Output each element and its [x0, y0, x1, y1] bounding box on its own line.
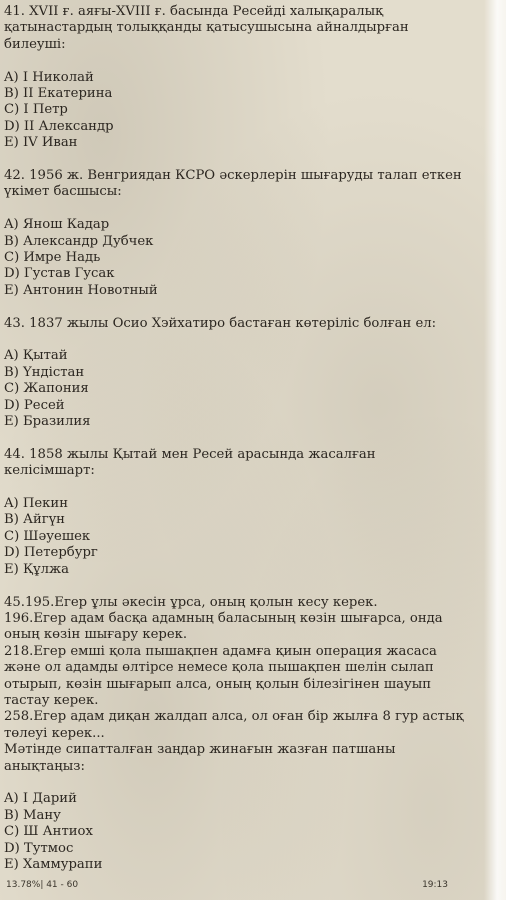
question-stem-line: және ол адамды өлтірсе немесе қола пышақпен шелін сылап	[4, 660, 434, 676]
reading-progress: 13.78%| 41 - 60	[6, 880, 79, 890]
question-stem-line: 258.Егер адам диқан жалдап алса, ол оған бір жылға 8 гур астық	[4, 709, 464, 725]
answer-option-c: C) I Петр	[4, 102, 68, 118]
answer-option-e: E) Құлжа	[4, 561, 69, 577]
answer-option-e: E) Антонин Новотный	[4, 282, 158, 298]
answer-option-a: A) I Николай	[4, 69, 94, 85]
question-stem-line: тастау керек.	[4, 692, 99, 708]
reader-footer	[6, 880, 500, 892]
answer-option-e: E) Бразилия	[4, 414, 91, 430]
answer-option-d: D) Ресей	[4, 397, 65, 413]
question-stem-line: үкімет басшысы:	[4, 184, 122, 200]
answer-option-a: A) Янош Кадар	[4, 217, 110, 233]
answer-option-a: A) I Дарий	[4, 791, 77, 807]
answer-option-b: B) Ману	[4, 807, 61, 823]
answer-option-b: B) Үндістан	[4, 364, 85, 380]
question-45	[4, 595, 480, 874]
question-stem-line: 43. 1837 жылы Осио Хэйхатиро бастаған көтеріліс болған ел:	[4, 315, 437, 331]
question-stem-line: оның көзін шығару керек.	[4, 627, 188, 643]
question-stem-line: 44. 1858 жылы Қытай мен Ресей арасында жасалған	[4, 446, 376, 462]
question-stem-line: қатынастардың толыққанды қатысушысына айналдырған	[4, 20, 409, 36]
reader-page	[4, 4, 480, 873]
answer-option-d: D) Тутмос	[4, 840, 74, 856]
question-stem-line: төлеуі керек...	[4, 725, 105, 741]
answer-option-a: A) Қытай	[4, 348, 68, 364]
answer-option-e: E) Хаммурапи	[4, 856, 103, 872]
question-42	[4, 168, 480, 316]
clock-time: 19:13	[422, 880, 448, 890]
answer-option-b: B) II Екатерина	[4, 86, 113, 102]
answer-option-b: B) Айгүн	[4, 512, 65, 528]
question-41	[4, 4, 480, 168]
answer-option-d: D) Густав Гусак	[4, 266, 115, 282]
question-stem-line: 45.195.Егер ұлы әкесін ұрса, оның қолын кесу керек.	[4, 594, 378, 610]
answer-option-d: D) Петербург	[4, 545, 98, 561]
question-stem-line: келісімшарт:	[4, 463, 95, 479]
page-edge-shade	[484, 0, 506, 900]
question-stem-line: 218.Егер емші қола пышақпен адамға қиын операция жасаса	[4, 643, 437, 659]
answer-option-b: B) Александр Дубчек	[4, 233, 154, 249]
question-stem-line: анықтаңыз:	[4, 758, 85, 774]
question-43	[4, 316, 480, 447]
question-stem-line: Мәтінде сипатталған заңдар жинағын жазған патшаны	[4, 742, 396, 758]
question-stem-line: билеуші:	[4, 36, 66, 52]
question-44	[4, 447, 480, 595]
question-stem-line: 42. 1956 ж. Венгриядан КСРО әскерлерін шығаруды талап еткен	[4, 168, 462, 184]
question-stem-line: 41. XVII ғ. аяғы-XVIII ғ. басында Ресейді халықаралық	[4, 4, 384, 19]
answer-option-c: C) Жапония	[4, 381, 89, 397]
answer-option-a: A) Пекин	[4, 496, 68, 512]
answer-option-d: D) II Александр	[4, 118, 114, 134]
question-stem-line: отырып, көзін шығарып алса, оның қолын білезігінен шауып	[4, 676, 432, 692]
question-stem-line: 196.Егер адам басқа адамның баласының көзін шығарса, онда	[4, 610, 443, 626]
answer-option-c: C) Ш Антиох	[4, 824, 93, 840]
answer-option-e: E) IV Иван	[4, 135, 78, 151]
answer-option-c: C) Имре Надь	[4, 250, 101, 266]
answer-option-c: C) Шәуешек	[4, 528, 91, 544]
